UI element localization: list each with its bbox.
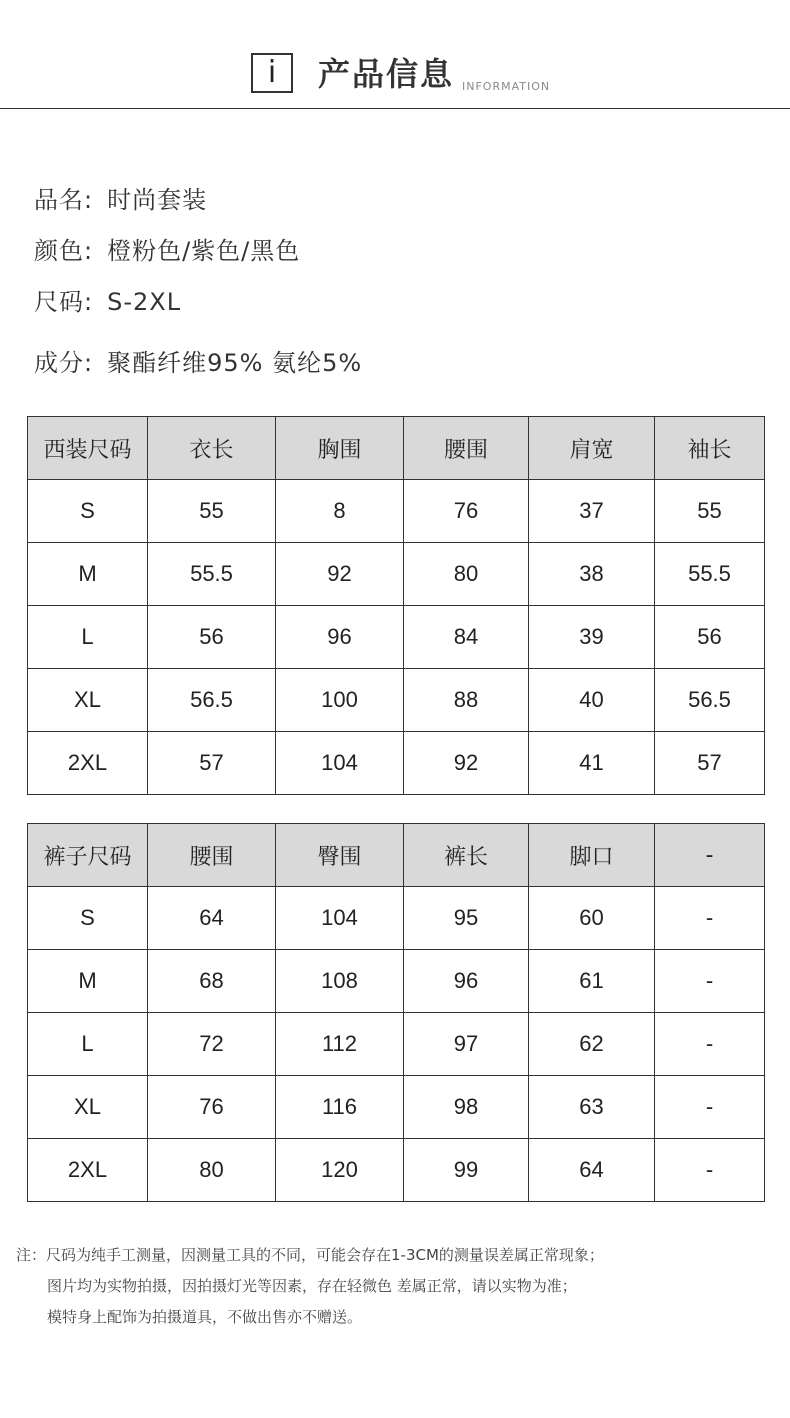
table-header-cell: 肩宽	[529, 417, 655, 480]
table-cell: 108	[276, 950, 404, 1013]
table-cell: S	[28, 480, 148, 543]
table-row	[28, 732, 765, 795]
table-cell: -	[655, 1139, 765, 1202]
table-cell: 8	[276, 480, 404, 543]
spec-row-color	[34, 231, 300, 266]
table-header-cell: 脚口	[529, 824, 655, 887]
table-cell: 40	[529, 669, 655, 732]
table-cell: 57	[655, 732, 765, 795]
table-cell: 68	[148, 950, 276, 1013]
table-cell: 55	[655, 480, 765, 543]
table-header-cell: 腰围	[404, 417, 529, 480]
table-cell: 39	[529, 606, 655, 669]
table-row	[28, 1139, 765, 1202]
table-cell: 64	[529, 1139, 655, 1202]
table-cell: 37	[529, 480, 655, 543]
pants-size-table	[27, 823, 765, 1202]
info-icon: i	[251, 53, 293, 93]
spec-value: 时尚套装	[107, 186, 208, 214]
table-cell: L	[28, 1013, 148, 1076]
table-cell: 120	[276, 1139, 404, 1202]
page-subtitle: INFORMATION	[462, 80, 551, 93]
table-cell: 55.5	[148, 543, 276, 606]
table-cell: 55.5	[655, 543, 765, 606]
spec-row-size	[34, 282, 181, 317]
table-cell: 56.5	[148, 669, 276, 732]
table-cell: 88	[404, 669, 529, 732]
table-cell: 104	[276, 887, 404, 950]
spec-row-name	[34, 180, 207, 215]
table-cell: 63	[529, 1076, 655, 1139]
table-header-cell: 腰围	[148, 824, 276, 887]
table-row	[28, 606, 765, 669]
table-cell: 56.5	[655, 669, 765, 732]
table-header-cell: 臀围	[276, 824, 404, 887]
table-cell: 60	[529, 887, 655, 950]
spec-value: 聚酯纤维95% 氨纶5%	[107, 349, 363, 377]
table-cell: M	[28, 950, 148, 1013]
table-cell: 41	[529, 732, 655, 795]
table-header-cell: 裤长	[404, 824, 529, 887]
table-cell: 38	[529, 543, 655, 606]
table-cell: 96	[404, 950, 529, 1013]
table-cell: 112	[276, 1013, 404, 1076]
table-row	[28, 1013, 765, 1076]
table-cell: 100	[276, 669, 404, 732]
table-cell: L	[28, 606, 148, 669]
table-row	[28, 950, 765, 1013]
table-cell: M	[28, 543, 148, 606]
table-cell: 80	[148, 1139, 276, 1202]
table-cell: 61	[529, 950, 655, 1013]
table-cell: S	[28, 887, 148, 950]
header-divider	[0, 108, 790, 109]
table-cell: 98	[404, 1076, 529, 1139]
table-header-cell: 袖长	[655, 417, 765, 480]
table-row	[28, 480, 765, 543]
table-cell: 56	[655, 606, 765, 669]
table-cell: 99	[404, 1139, 529, 1202]
table-cell: 80	[404, 543, 529, 606]
note-line: 图片均为实物拍摄，因拍摄灯光等因素，存在轻微色 差属正常，请以实物为准；	[47, 1277, 577, 1295]
table-header-cell: 胸围	[276, 417, 404, 480]
table-cell: 116	[276, 1076, 404, 1139]
table-header-cell: -	[655, 824, 765, 887]
table-row	[28, 887, 765, 950]
table-cell: XL	[28, 1076, 148, 1139]
table-cell: 2XL	[28, 732, 148, 795]
spec-label: 成分:	[34, 349, 94, 377]
spec-value: 橙粉色/紫色/黑色	[107, 237, 301, 265]
spec-value: S-2XL	[107, 288, 182, 316]
table-row	[28, 543, 765, 606]
table-cell: 104	[276, 732, 404, 795]
suit-size-table	[27, 416, 765, 795]
table-cell: 56	[148, 606, 276, 669]
spec-label: 品名:	[34, 186, 94, 214]
table-row	[28, 1076, 765, 1139]
spec-row-material	[34, 343, 362, 378]
table-row	[28, 669, 765, 732]
table-cell: 95	[404, 887, 529, 950]
page-title: 产品信息	[318, 55, 455, 93]
table-header-row	[28, 824, 765, 887]
page-header	[0, 0, 790, 110]
table-cell: 92	[404, 732, 529, 795]
table-cell: 76	[148, 1076, 276, 1139]
table-header-cell: 裤子尺码	[28, 824, 148, 887]
table-cell: 55	[148, 480, 276, 543]
note-line: 模特身上配饰为拍摄道具，不做出售亦不赠送。	[47, 1308, 363, 1326]
note-line: 注：尺码为纯手工测量，因测量工具的不同，可能会存在1-3CM的测量误差属正常现象；	[16, 1246, 604, 1264]
table-cell: 72	[148, 1013, 276, 1076]
spec-label: 尺码:	[34, 288, 94, 316]
table-cell: 92	[276, 543, 404, 606]
table-header-cell: 西装尺码	[28, 417, 148, 480]
table-cell: 97	[404, 1013, 529, 1076]
table-cell: XL	[28, 669, 148, 732]
table-cell: 57	[148, 732, 276, 795]
spec-label: 颜色:	[34, 237, 94, 265]
table-cell: 76	[404, 480, 529, 543]
table-cell: -	[655, 1076, 765, 1139]
table-cell: 62	[529, 1013, 655, 1076]
table-cell: 64	[148, 887, 276, 950]
table-header-row	[28, 417, 765, 480]
measurement-notes	[16, 1240, 604, 1333]
table-header-cell: 衣长	[148, 417, 276, 480]
table-cell: 2XL	[28, 1139, 148, 1202]
table-cell: 96	[276, 606, 404, 669]
table-cell: -	[655, 950, 765, 1013]
table-cell: 84	[404, 606, 529, 669]
table-cell: -	[655, 887, 765, 950]
table-cell: -	[655, 1013, 765, 1076]
